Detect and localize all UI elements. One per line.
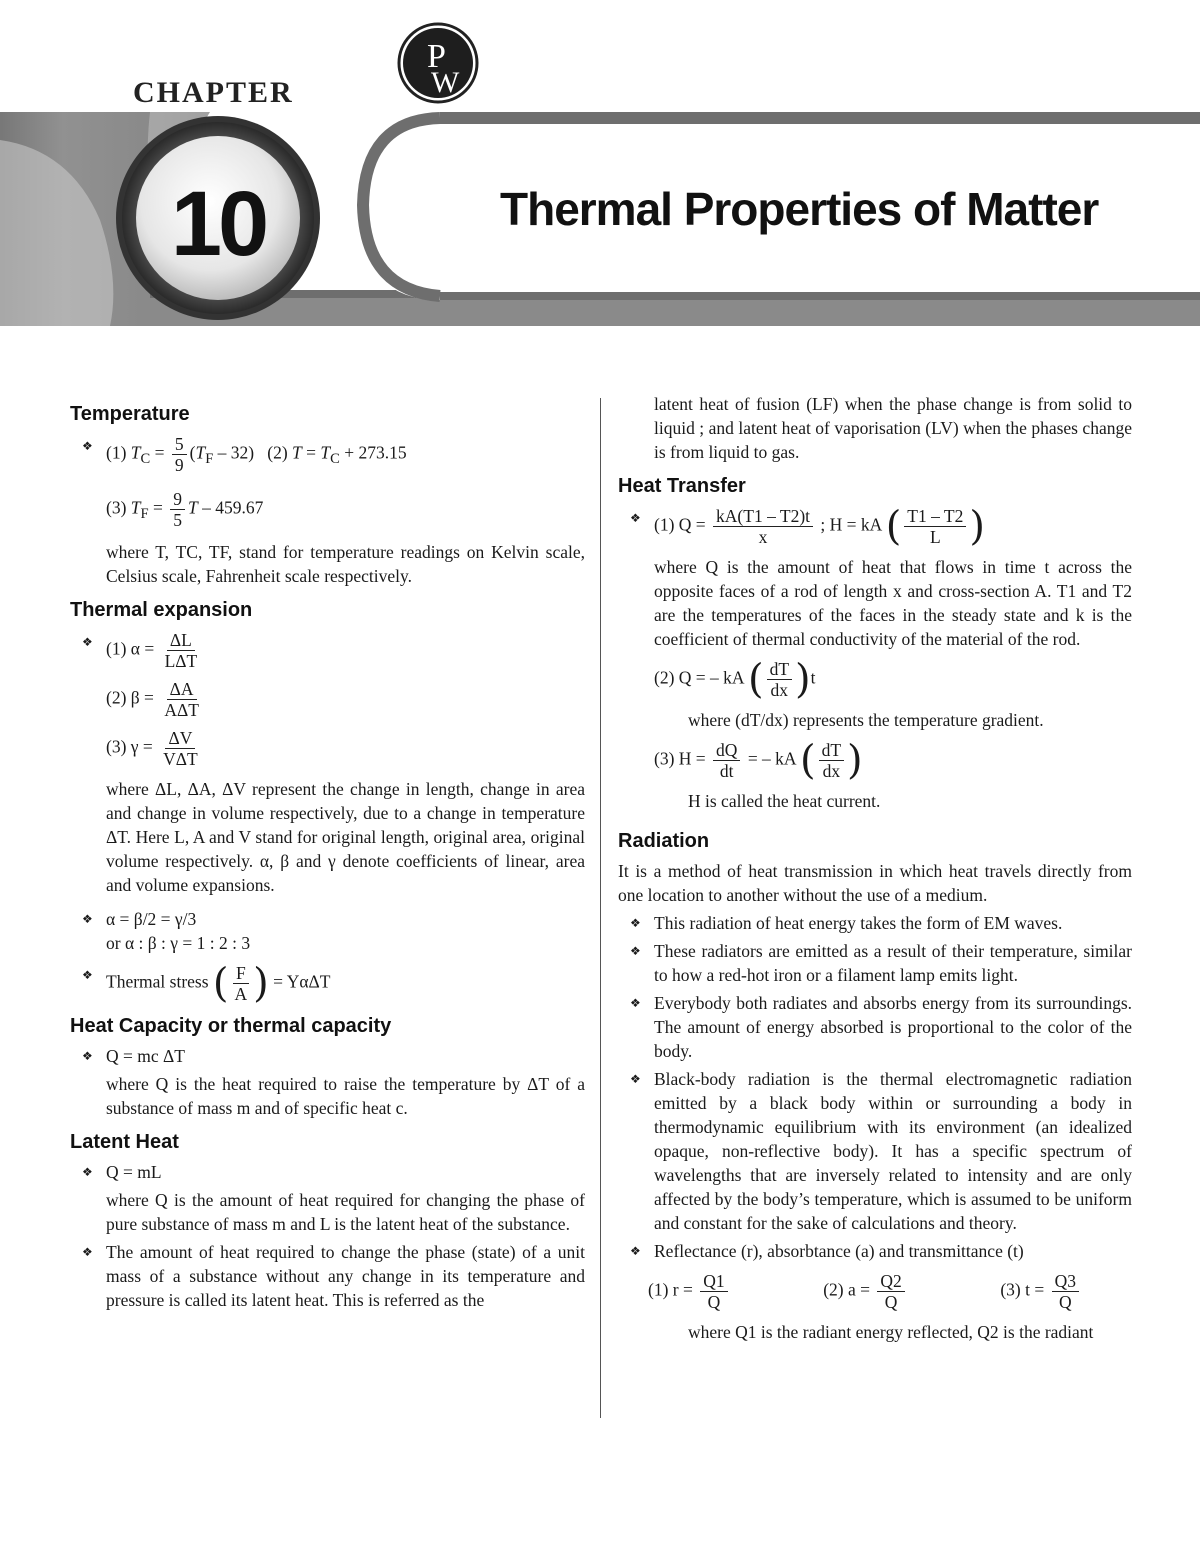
heat-transfer-note-1: where Q is the amount of heat that flows in time t across the opposite faces of a rod of length x and cross-section A. T1 and T2 are the temperatures of the faces in the steady state and k is the coefficient of thermal conductivity of the material of the rod.: [654, 557, 1132, 649]
column-divider: [600, 398, 601, 1418]
temperature-eq-3: (3) $T_F$ = $\frac{9}{5}$ T – 459.67: [106, 489, 264, 530]
radiation-intro: It is a method of heat transmission in which heat travels directly from one location to another without the use of a medium.: [618, 861, 1132, 905]
radiation-bullet: ❖ Everybody both radiates and absorbs energy from its surroundings. The amount of energy absorbed is proportional to the color of the body.: [618, 991, 1132, 1063]
radiation-last-line: where Q1 is the radiant energy reflected, Q2 is the radiant: [688, 1322, 1094, 1342]
radiation-bullet: ❖ Black-body radiation is the thermal electromagnetic radiation emitted by a black body within or surrounding a body in thermodynamic equilibrium with its environment (an idealized opaque, non-reflective body). It has a specific spectrum of wavelengths that are inversely related to intensity and are only affected by the body’s temperature, which is assumed to be uniform and constant for the sake of calculations and theory.: [618, 1067, 1132, 1235]
heat-transfer-note-3: H is called the heat current.: [688, 791, 881, 811]
heading-temperature: Temperature: [70, 403, 190, 425]
svg-text:P: P: [427, 38, 446, 75]
radiation-bullet: ❖ This radiation of heat energy takes the form of EM waves.: [618, 911, 1132, 935]
left-column: [70, 392, 585, 1316]
latent-heat-note: where Q is the amount of heat required for changing the phase of pure substance of mass m and L is the latent heat of the substance.: [106, 1190, 585, 1234]
heat-transfer-eq-1: ❖ (1) Q = $\frac{kA(T1 - T2)t}{x}$ ; H = kA ( $\frac{T1 - T2}{L}$ ): [618, 506, 1132, 547]
heading-radiation: Radiation: [618, 830, 710, 852]
latent-heat-bullet: ❖ The amount of heat required to change the phase (state) of a unit mass of a substance without any change in its temperature and pressure is called its latent heat. This is referred as the: [70, 1240, 585, 1312]
heading-heat-capacity: Heat Capacity or thermal capacity: [70, 1015, 392, 1037]
ratio-line-2: or α : β : γ = 1 : 2 : 3: [106, 933, 251, 953]
heat-transfer-note-2: where (dT/dx) represents the temperature gradient.: [688, 710, 1044, 730]
heading-latent-heat: Latent Heat: [70, 1131, 179, 1153]
thermal-stress-eq: ❖ Thermal stress ( $\frac{F}{A}$ ) = YαΔT: [70, 963, 585, 1004]
expansion-ratio: [70, 907, 585, 955]
heading-thermal-expansion: Thermal expansion: [70, 599, 253, 621]
chapter-label: CHAPTER: [133, 76, 294, 109]
chapter-number: 10: [170, 173, 266, 275]
latent-heat-eq: ❖ Q = mL: [70, 1160, 585, 1184]
expansion-note: where ΔL, ΔA, ΔV represent the change in length, change in area and change in volume respectively, due to a change in temperature ΔT. Here L, A and V stand for original length, original area, original volume respectively. α, β and γ denote coefficients of linear, area and volume expansions.: [106, 779, 585, 895]
chapter-banner: [0, 0, 1200, 330]
heat-transfer-eq-2: (2) Q = – kA ( $\frac{dT}{dx}$ )t: [654, 656, 816, 703]
transmittance-eq: (3) t = $\frac{Q3}{Q}$: [1000, 1271, 1082, 1312]
heat-capacity-note: where Q is the heat required to raise the temperature by ΔT of a substance of mass m and of specific heat c.: [106, 1074, 585, 1118]
ratio-line-1: ❖ α = β/2 = γ/3: [106, 909, 197, 929]
radiation-bullet: ❖ Reflectance (r), absorbtance (a) and transmittance (t): [618, 1239, 1132, 1263]
radiation-bullet: ❖ These radiators are emitted as a result of their temperature, similar to how a red-hot iron or a filament lamp emits light.: [618, 939, 1132, 987]
temperature-note: where T, TC, TF, stand for temperature readings on Kelvin scale, Celsius scale, Fahrenheit scale respectively.: [106, 542, 585, 586]
heat-capacity-eq: ❖ Q = mc ΔT: [70, 1044, 585, 1068]
svg-text:W: W: [431, 66, 460, 99]
absorbtance-eq: (2) a = $\frac{Q2}{Q}$: [823, 1271, 908, 1312]
latent-heat-continued: latent heat of fusion (LF) when the phase change is from solid to liquid ; and latent heat of vaporisation (LV) when the phases change is from liquid to gas.: [654, 394, 1132, 462]
temperature-eq-1-2: ❖ (1) $T_C$ = $\frac{5}{9}$ $(T_F - 32)$ (2) $T = T_C + 273.15$: [70, 434, 585, 475]
rat-equations: [618, 1271, 1132, 1312]
heat-transfer-eq-3: (3) H = $\frac{dQ}{dt}$ = – kA ( $\frac{dT}{dx}$ ): [654, 737, 863, 784]
beta-eq: (2) β = $\frac{\Delta A}{\text{AΔT}}$: [106, 679, 199, 720]
heading-heat-transfer: Heat Transfer: [618, 475, 746, 497]
reflectance-eq: (1) r = $\frac{Q1}{Q}$: [648, 1271, 731, 1312]
right-column: [618, 392, 1132, 1346]
pw-logo: [397, 22, 479, 104]
chapter-title: Thermal Properties of Matter: [500, 183, 1099, 235]
alpha-eq: ❖ (1) α = $\frac{\Delta L}{\text{LΔT}}$: [70, 630, 585, 671]
gamma-eq: (3) γ = $\frac{\Delta V}{\text{VΔT}}$: [106, 728, 198, 769]
